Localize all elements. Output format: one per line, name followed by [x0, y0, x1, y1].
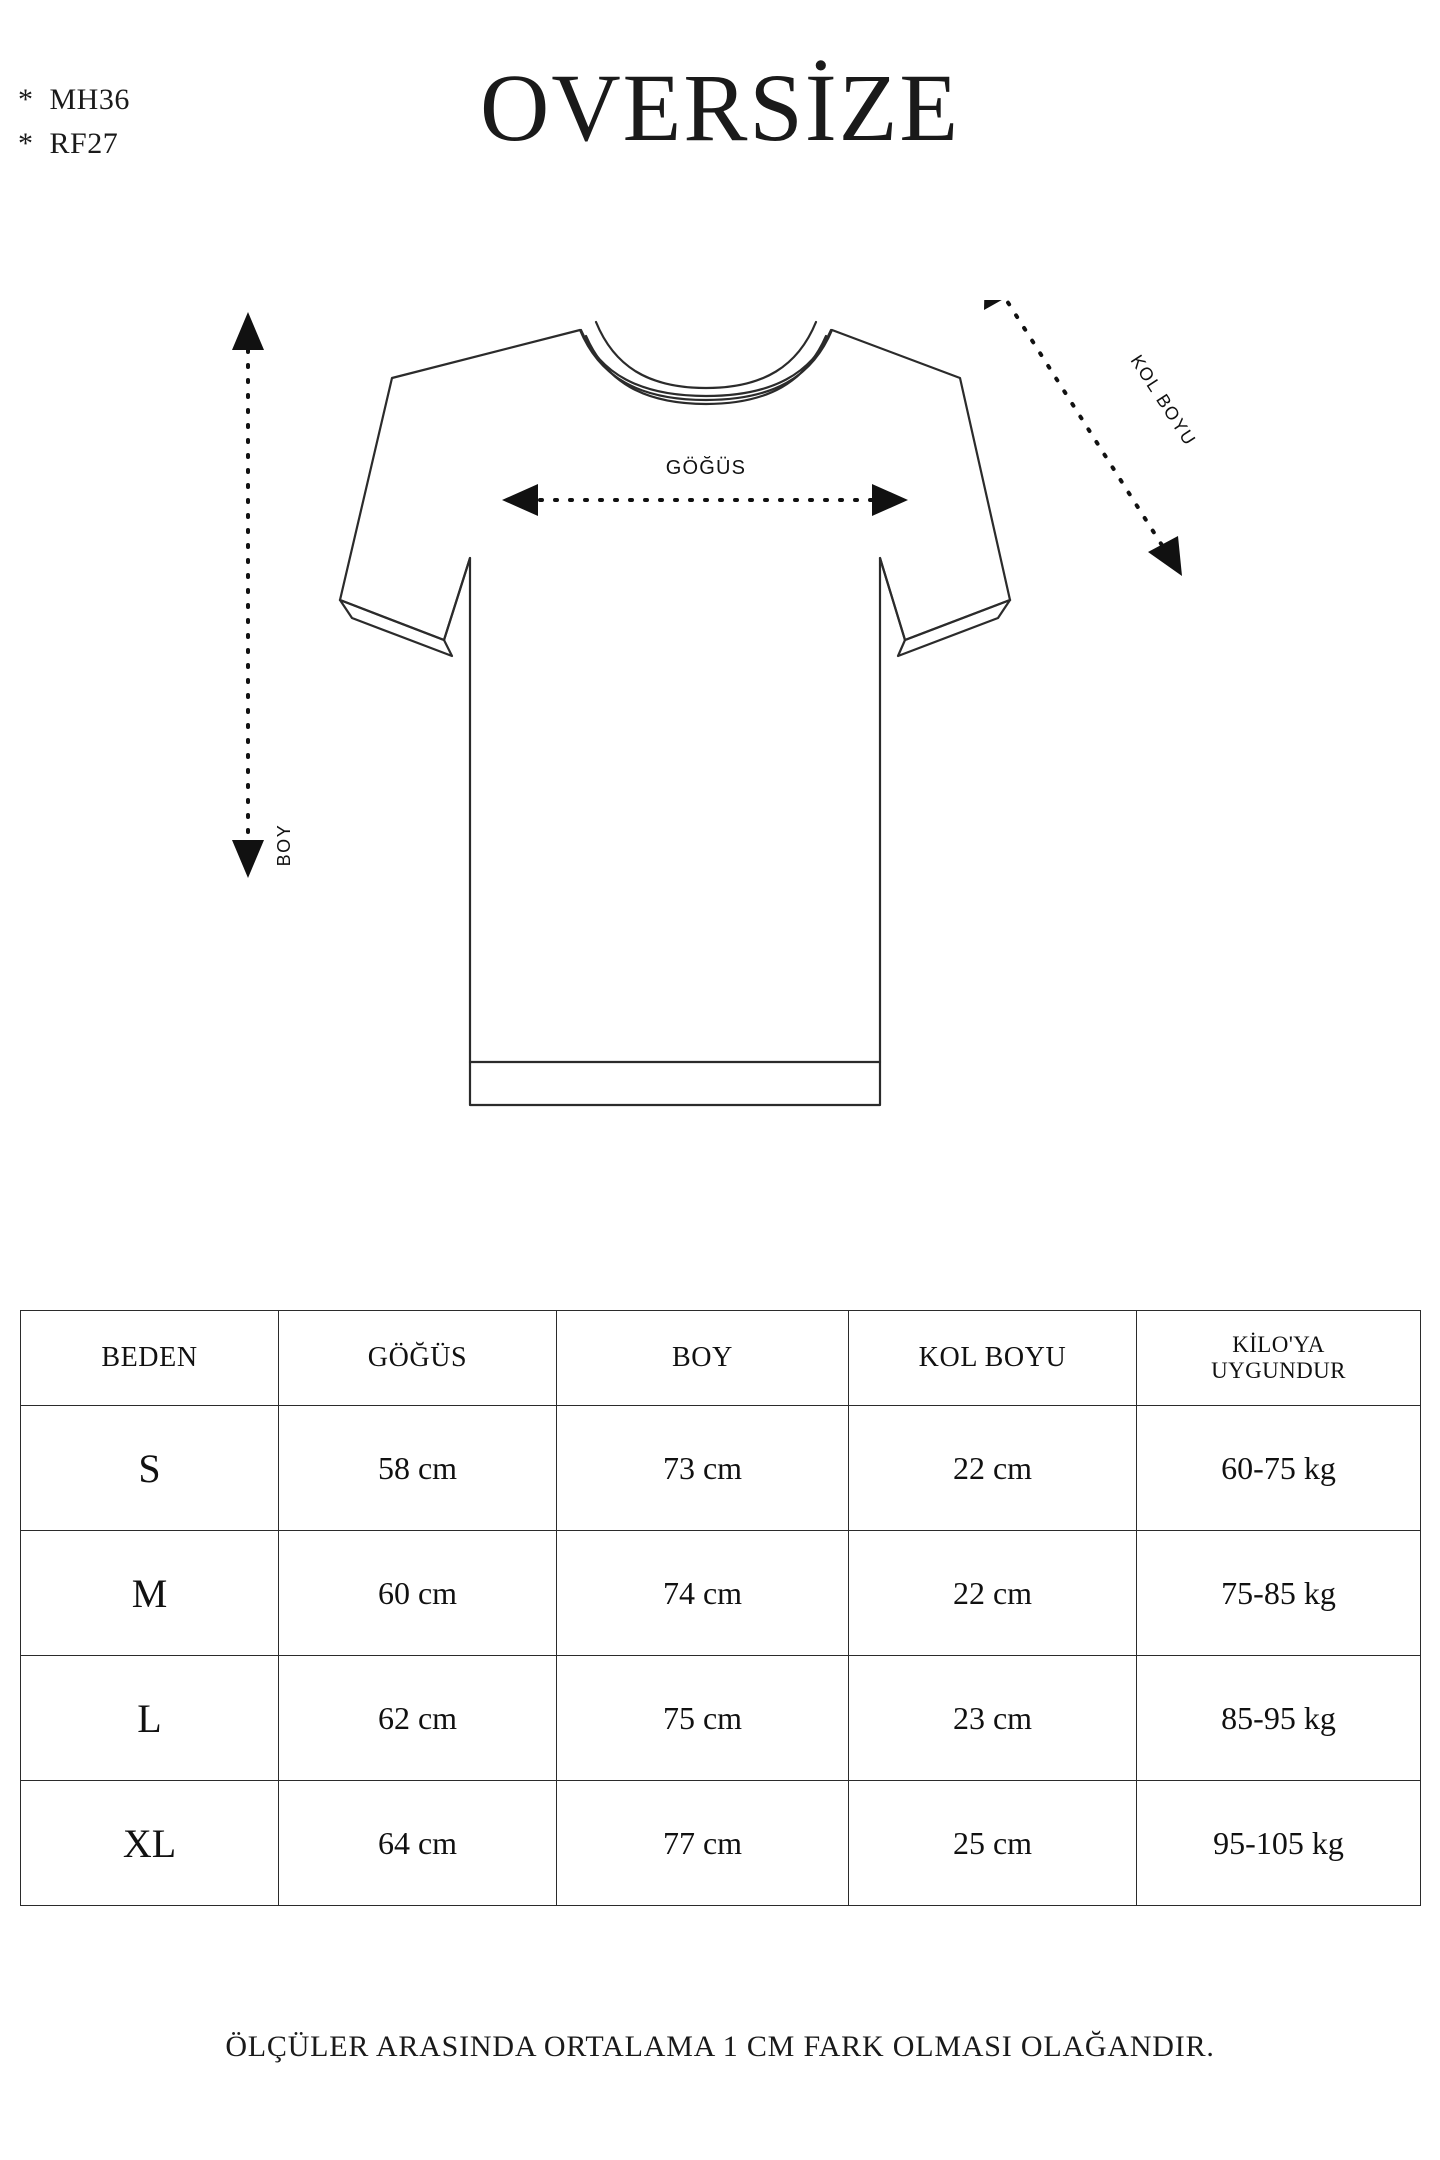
cell-gogus: 64 cm [279, 1781, 557, 1906]
cell-kol-boyu: 25 cm [849, 1781, 1137, 1906]
cell-boy: 73 cm [557, 1406, 849, 1531]
cell-kol-boyu: 22 cm [849, 1531, 1137, 1656]
cell-kol-boyu: 22 cm [849, 1406, 1137, 1531]
cell-beden: L [21, 1656, 279, 1781]
cell-boy: 75 cm [557, 1656, 849, 1781]
cell-kilo: 60-75 kg [1137, 1406, 1421, 1531]
column-header-kilo [1137, 1311, 1421, 1406]
column-header-boy: BOY [557, 1311, 849, 1406]
sleeve-label: KOL BOYU [1126, 351, 1201, 450]
column-header-kilo-line2: UYGUNDUR [1211, 1358, 1346, 1383]
chest-label: GÖĞÜS [665, 457, 747, 479]
cell-kilo: 75-85 kg [1137, 1531, 1421, 1656]
cell-kilo: 95-105 kg [1137, 1781, 1421, 1906]
table-row [21, 1406, 1421, 1531]
column-header-beden: BEDEN [21, 1311, 279, 1406]
cell-gogus: 62 cm [279, 1656, 557, 1781]
table-row [21, 1656, 1421, 1781]
cell-beden: S [21, 1406, 279, 1531]
length-measure-arrow [232, 312, 264, 878]
length-label: BOY [274, 823, 294, 867]
cell-beden: XL [21, 1781, 279, 1906]
tshirt-diagram [0, 300, 1440, 1260]
cell-gogus: 58 cm [279, 1406, 557, 1531]
header [0, 0, 1440, 230]
cell-kilo: 85-95 kg [1137, 1656, 1421, 1781]
footnote: ÖLÇÜLER ARASINDA ORTALAMA 1 CM FARK OLMASI OLAĞANDIR. [225, 2030, 1215, 2063]
tshirt-outline-icon [340, 322, 1010, 1105]
table-row [21, 1531, 1421, 1656]
product-code-1: * MH36 [18, 83, 130, 116]
cell-boy: 77 cm [557, 1781, 849, 1906]
chest-measure-arrow [502, 484, 908, 516]
column-header-kilo-line1: KİLO'YA [1232, 1331, 1325, 1357]
size-table [20, 1310, 1421, 1906]
page-title: OVERSİZE [480, 54, 960, 161]
cell-beden: M [21, 1531, 279, 1656]
cell-gogus: 60 cm [279, 1531, 557, 1656]
table-row [21, 1781, 1421, 1906]
product-code-2: * RF27 [18, 126, 119, 160]
column-header-gogus: GÖĞÜS [279, 1311, 557, 1406]
cell-kol-boyu: 23 cm [849, 1656, 1137, 1781]
sleeve-measure-arrow [984, 300, 1182, 576]
table-header-row [21, 1311, 1421, 1406]
cell-boy: 74 cm [557, 1531, 849, 1656]
column-header-kol-boyu: KOL BOYU [849, 1311, 1137, 1406]
